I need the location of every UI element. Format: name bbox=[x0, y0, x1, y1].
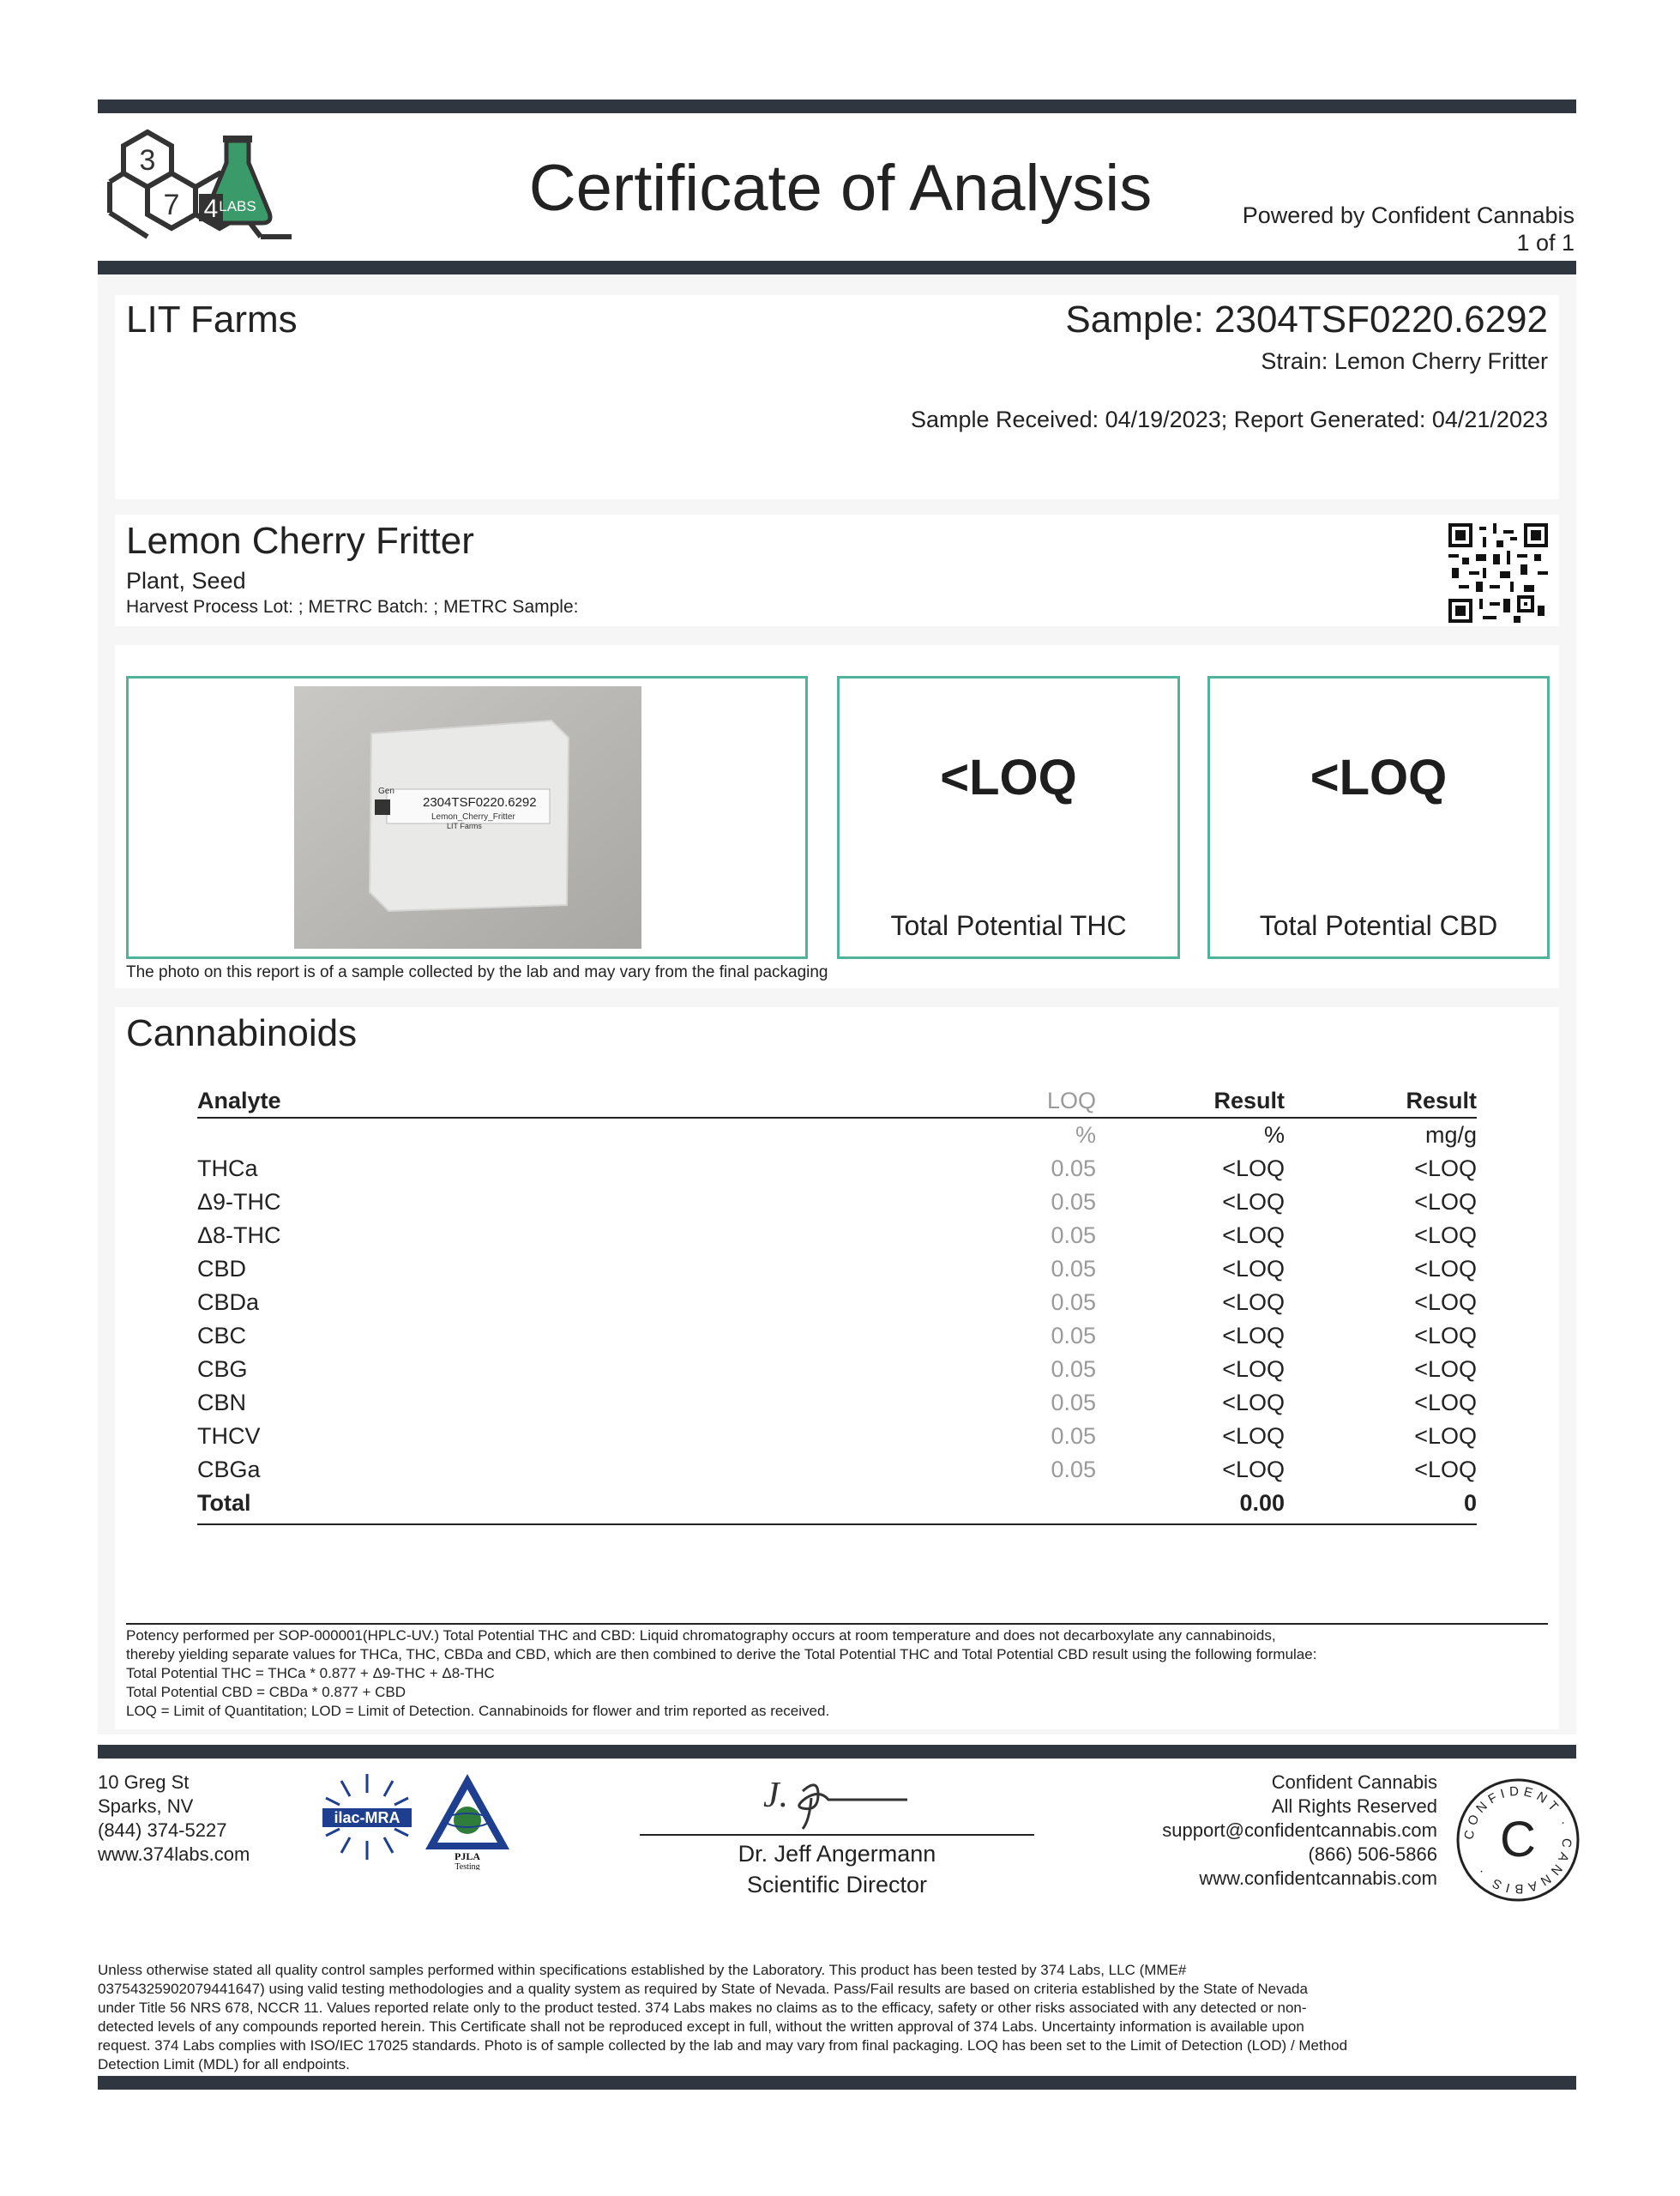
table-row bbox=[197, 1256, 1477, 1290]
address-line-1: 10 Greg St bbox=[98, 1771, 190, 1793]
total-label: Total bbox=[197, 1490, 251, 1516]
product-type: Plant, Seed bbox=[126, 568, 246, 594]
svg-text:C: C bbox=[1500, 1812, 1536, 1867]
header-result-mg: Result bbox=[1406, 1088, 1477, 1113]
row-analyte: CBC bbox=[197, 1323, 247, 1348]
svg-text:Lemon_Cherry_Fritter: Lemon_Cherry_Fritter bbox=[431, 812, 515, 822]
cc-email[interactable]: support@confidentcannabis.com bbox=[1162, 1819, 1437, 1841]
row-result-mg: <LOQ bbox=[1414, 1423, 1477, 1449]
page-number: 1 of 1 bbox=[1516, 230, 1575, 256]
cc-contact bbox=[1162, 1771, 1437, 1891]
svg-text:7: 7 bbox=[163, 189, 180, 221]
svg-text:ilac-MRA: ilac-MRA bbox=[334, 1809, 400, 1826]
sample-bag-image bbox=[294, 686, 641, 949]
sample-photo bbox=[294, 686, 641, 949]
row-result-pct: <LOQ bbox=[1222, 1189, 1285, 1215]
svg-text:PJLA: PJLA bbox=[455, 1850, 480, 1862]
table-row bbox=[197, 1189, 1477, 1223]
table-units bbox=[197, 1122, 1477, 1156]
row-loq: 0.05 bbox=[1051, 1256, 1096, 1282]
ilac-logo-graphic bbox=[316, 1767, 418, 1867]
svg-text:J.: J. bbox=[763, 1776, 789, 1815]
row-result-mg: <LOQ bbox=[1414, 1457, 1477, 1482]
cc-rights: All Rights Reserved bbox=[1271, 1795, 1437, 1817]
method-note-5: LOQ = Limit of Quantitation; LOD = Limit of Detection. Cannabinoids for flower and trim reported as received. bbox=[126, 1703, 830, 1719]
product-name: Lemon Cherry Fritter bbox=[126, 520, 474, 562]
photo-caption: The photo on this report is of a sample collected by the lab and may vary from the final packaging bbox=[126, 963, 828, 981]
header-loq: LOQ bbox=[1046, 1088, 1096, 1113]
total-thc-value: <LOQ bbox=[940, 750, 1077, 805]
signature bbox=[635, 1772, 1038, 1834]
row-analyte: CBN bbox=[197, 1390, 247, 1415]
table-row bbox=[197, 1155, 1477, 1190]
header-result-pct: Result bbox=[1213, 1088, 1285, 1113]
table-row bbox=[197, 1457, 1477, 1491]
row-result-mg: <LOQ bbox=[1414, 1289, 1477, 1315]
row-analyte: Δ9-THC bbox=[197, 1189, 281, 1215]
row-analyte: CBD bbox=[197, 1256, 247, 1282]
row-result-mg: <LOQ bbox=[1414, 1222, 1477, 1248]
svg-text:Gen: Gen bbox=[378, 787, 394, 796]
signature-line bbox=[640, 1834, 1034, 1836]
row-analyte: Δ8-THC bbox=[197, 1222, 281, 1248]
svg-text:LABS: LABS bbox=[219, 198, 256, 214]
row-result-pct: <LOQ bbox=[1222, 1457, 1285, 1482]
client-name: LIT Farms bbox=[126, 299, 298, 341]
lab-phone: (844) 374-5227 bbox=[98, 1819, 227, 1841]
disclaimer-line: Unless otherwise stated all quality control samples performed within specifications established by the Laboratory. This product has been tested by 374 Labs, LLC (MME# bbox=[98, 1962, 1187, 1978]
total-rule bbox=[197, 1523, 1477, 1525]
disclaimer-line: Detection Limit (MDL) for all endpoints. bbox=[98, 2056, 350, 2072]
row-loq: 0.05 bbox=[1051, 1390, 1096, 1415]
svg-text:Testing: Testing bbox=[455, 1862, 480, 1870]
signer-title: Scientific Director bbox=[746, 1872, 928, 1897]
qr-code-graphic bbox=[1448, 523, 1548, 623]
row-loq: 0.05 bbox=[1051, 1323, 1096, 1348]
summary-section bbox=[115, 645, 1559, 988]
cc-seal-graphic bbox=[1454, 1776, 1582, 1904]
lab-logo bbox=[98, 129, 295, 249]
row-result-mg: <LOQ bbox=[1414, 1189, 1477, 1215]
unit-loq: % bbox=[1075, 1122, 1096, 1148]
total-thc-box bbox=[837, 676, 1180, 959]
cc-seal bbox=[1454, 1776, 1582, 1904]
svg-text:2304TSF0220.6292: 2304TSF0220.6292 bbox=[423, 795, 537, 810]
sample-photo-box bbox=[126, 676, 808, 959]
product-section bbox=[115, 515, 1559, 626]
bottom-bar bbox=[98, 2076, 1576, 2090]
method-note-3: Total Potential THC = THCa * 0.877 + Δ9-THC + Δ8-THC bbox=[126, 1665, 495, 1681]
table-row bbox=[197, 1323, 1477, 1357]
svg-text:3: 3 bbox=[139, 144, 156, 177]
signature-graphic bbox=[635, 1772, 1038, 1834]
table-row bbox=[197, 1390, 1477, 1424]
row-result-mg: <LOQ bbox=[1414, 1256, 1477, 1282]
method-note-2: thereby yielding separate values for THCa, THC, CBDa and CBD, which are then combined to derive the Total Potential THC and Total Potential CBD result using the following formulae: bbox=[126, 1646, 1317, 1662]
top-bar bbox=[98, 100, 1576, 113]
cc-name: Confident Cannabis bbox=[1271, 1771, 1437, 1793]
address-line-2: Sparks, NV bbox=[98, 1795, 194, 1817]
report-dates: Sample Received: 04/19/2023; Report Generated: 04/21/2023 bbox=[910, 407, 1548, 432]
table-row bbox=[197, 1289, 1477, 1324]
row-analyte: CBDa bbox=[197, 1289, 260, 1315]
total-cbd-box bbox=[1207, 676, 1550, 959]
footer-bar bbox=[98, 1745, 1576, 1759]
method-rule bbox=[126, 1623, 1548, 1625]
method-notes-section bbox=[115, 1616, 1559, 1729]
ilac-logo bbox=[316, 1767, 418, 1867]
header-rule bbox=[197, 1117, 1477, 1119]
row-result-pct: <LOQ bbox=[1222, 1222, 1285, 1248]
row-loq: 0.05 bbox=[1051, 1289, 1096, 1315]
row-loq: 0.05 bbox=[1051, 1457, 1096, 1482]
row-result-pct: <LOQ bbox=[1222, 1256, 1285, 1282]
lab-address bbox=[98, 1771, 250, 1867]
sample-id: Sample: 2304TSF0220.6292 bbox=[1065, 299, 1548, 341]
row-result-pct: <LOQ bbox=[1222, 1423, 1285, 1449]
signer-name: Dr. Jeff Angermann bbox=[738, 1841, 936, 1867]
pjla-logo bbox=[420, 1767, 515, 1870]
total-cbd-value: <LOQ bbox=[1310, 750, 1448, 805]
row-analyte: CBGa bbox=[197, 1457, 261, 1482]
row-result-pct: <LOQ bbox=[1222, 1323, 1285, 1348]
cannabinoids-title: Cannabinoids bbox=[126, 1012, 358, 1054]
svg-text:LIT Farms: LIT Farms bbox=[447, 822, 482, 830]
cc-website[interactable]: www.confidentcannabis.com bbox=[1199, 1867, 1437, 1889]
table-row bbox=[197, 1423, 1477, 1457]
disclaimer-line: request. 374 Labs complies with ISO/IEC 17025 standards. Photo is of sample collected by the lab and may vary from final packaging. LOQ has been set to the Limit of Detection (LOD) / Method bbox=[98, 2037, 1348, 2054]
table-row bbox=[197, 1222, 1477, 1257]
total-thc-label: Total Potential THC bbox=[890, 910, 1127, 941]
row-loq: 0.05 bbox=[1051, 1222, 1096, 1248]
svg-text:CONFIDENT · CANNABIS ·: CONFIDENT · CANNABIS · bbox=[1461, 1783, 1575, 1897]
total-result-mg: 0 bbox=[1463, 1490, 1477, 1516]
row-loq: 0.05 bbox=[1051, 1155, 1096, 1181]
unit-result-mg: mg/g bbox=[1424, 1122, 1477, 1148]
row-result-pct: <LOQ bbox=[1222, 1356, 1285, 1382]
header-analyte: Analyte bbox=[197, 1088, 281, 1113]
cc-phone: (866) 506-5866 bbox=[1308, 1843, 1437, 1865]
table-row bbox=[197, 1356, 1477, 1391]
row-result-mg: <LOQ bbox=[1414, 1390, 1477, 1415]
row-analyte: CBG bbox=[197, 1356, 248, 1382]
row-result-mg: <LOQ bbox=[1414, 1155, 1477, 1181]
method-note-4: Total Potential CBD = CBDa * 0.877 + CBD bbox=[126, 1684, 406, 1700]
disclaimer-line: under Title 56 NRS 678, NCCR 11. Values reported relate only to the product tested. 374 Labs makes no claims as to the efficacy, safety or other risks associated with any detected or non- bbox=[98, 2000, 1307, 2016]
disclaimer bbox=[98, 1961, 1576, 2074]
row-loq: 0.05 bbox=[1051, 1423, 1096, 1449]
unit-result-pct: % bbox=[1263, 1122, 1285, 1148]
lot-info: Harvest Process Lot: ; METRC Batch: ; METRC Sample: bbox=[126, 597, 579, 617]
row-result-mg: <LOQ bbox=[1414, 1356, 1477, 1382]
disclaimer-line: 03754325902079441647) using valid testing methodologies and a quality system as required by State of Nevada. Pass/Fail results are based on criteria established by the State of Nevada bbox=[98, 1981, 1308, 1997]
lab-website[interactable]: www.374labs.com bbox=[98, 1843, 250, 1865]
row-loq: 0.05 bbox=[1051, 1189, 1096, 1215]
row-result-pct: <LOQ bbox=[1222, 1155, 1285, 1181]
disclaimer-line: detected levels of any compounds reported herein. This Certificate shall not be reproduced except in full, without the written approval of 374 Labs. Uncertainty information is available upon bbox=[98, 2018, 1304, 2035]
page-title: Certificate of Analysis bbox=[528, 152, 1153, 225]
row-result-mg: <LOQ bbox=[1414, 1323, 1477, 1348]
method-note-1: Potency performed per SOP-000001(HPLC-UV.) Total Potential THC and CBD: Liquid chromatography occurs at room temperature and does not decarboxylate any cannabinoids, bbox=[126, 1627, 1276, 1644]
pjla-logo-graphic bbox=[420, 1767, 515, 1870]
powered-by: Powered by Confident Cannabis bbox=[1242, 202, 1575, 228]
qr-code bbox=[1448, 523, 1548, 623]
row-analyte: THCa bbox=[197, 1155, 258, 1181]
row-loq: 0.05 bbox=[1051, 1356, 1096, 1382]
table-total-row bbox=[197, 1490, 1477, 1524]
total-cbd-label: Total Potential CBD bbox=[1259, 910, 1498, 941]
row-result-pct: <LOQ bbox=[1222, 1390, 1285, 1415]
total-result-pct: 0.00 bbox=[1239, 1490, 1285, 1516]
client-section bbox=[115, 295, 1559, 499]
svg-text:4: 4 bbox=[203, 195, 219, 223]
lab-logo-graphic bbox=[98, 129, 295, 249]
header-bar bbox=[98, 261, 1576, 274]
row-result-pct: <LOQ bbox=[1222, 1289, 1285, 1315]
strain: Strain: Lemon Cherry Fritter bbox=[1261, 348, 1548, 374]
row-analyte: THCV bbox=[197, 1423, 261, 1449]
